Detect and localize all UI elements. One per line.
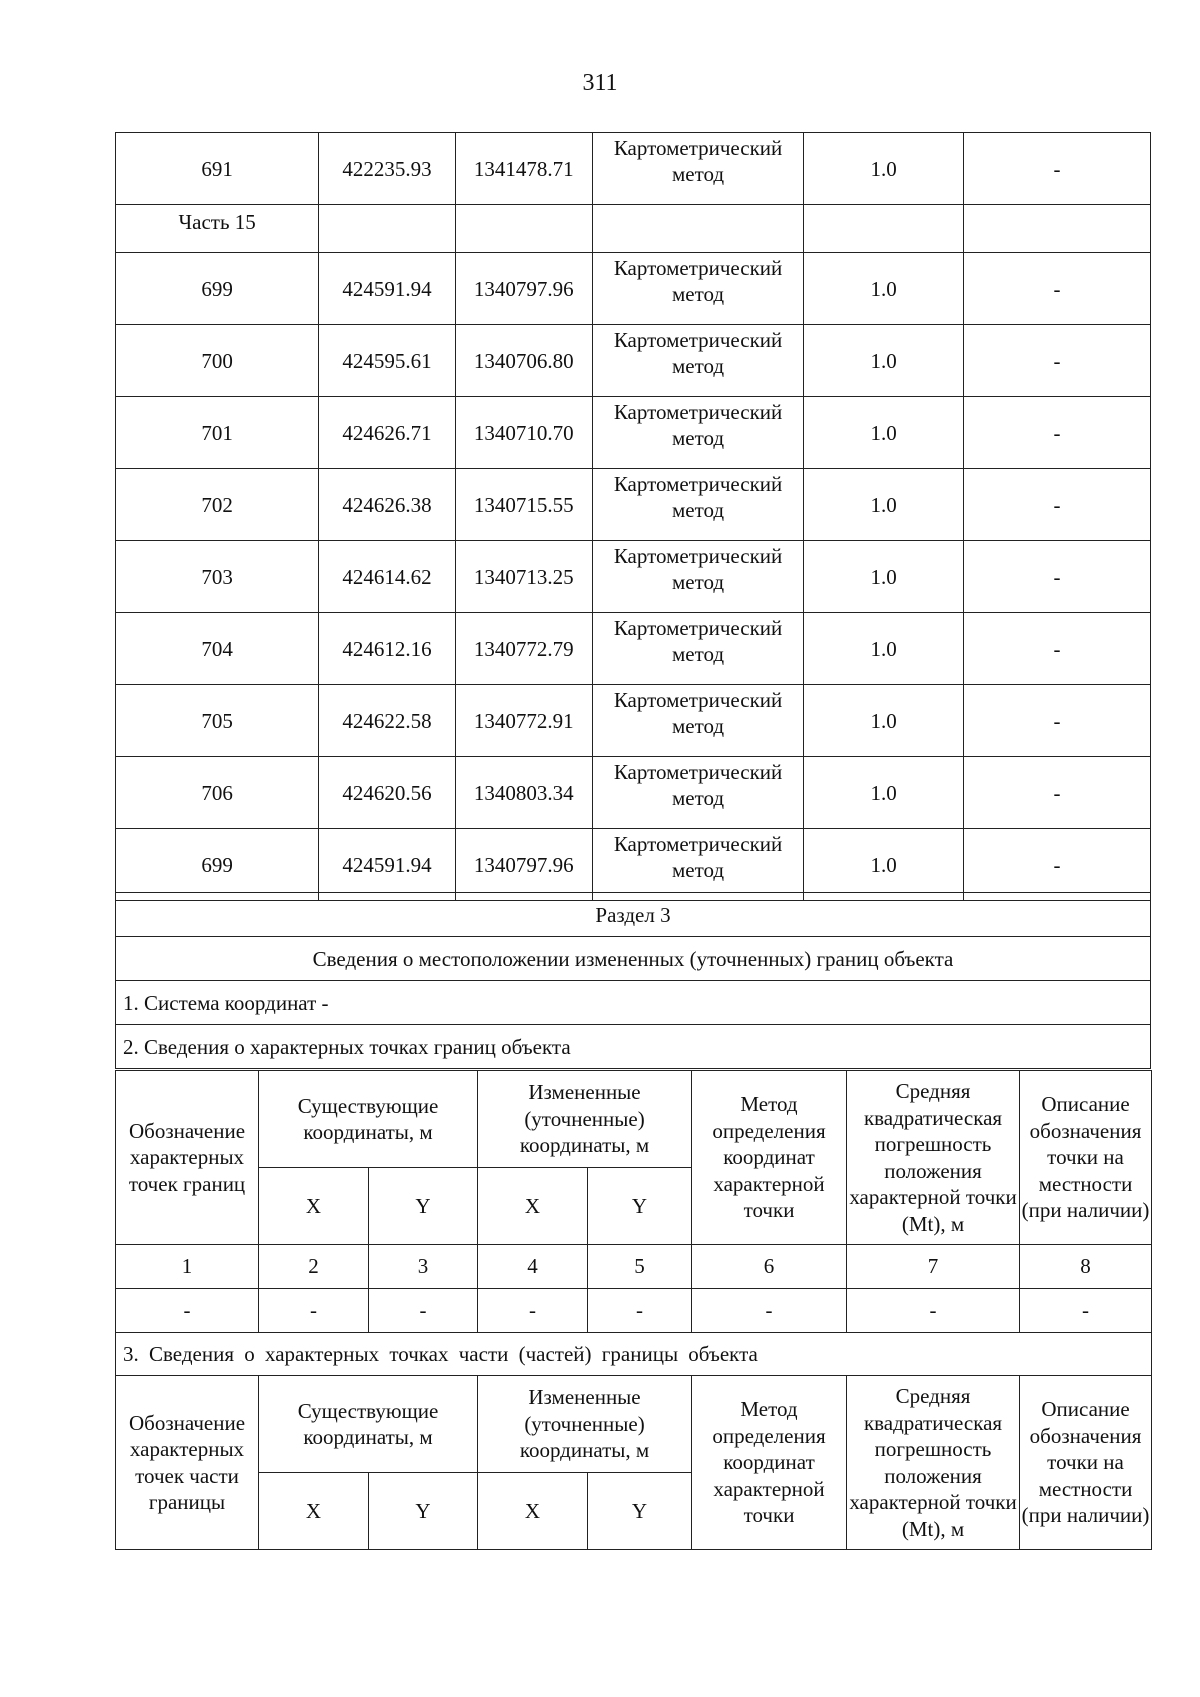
header-accuracy: Средняя квадратическая погрешность положения характерной точки (Mt), м xyxy=(847,1071,1020,1245)
point-accuracy: 1.0 xyxy=(804,613,964,685)
header-part-point-designation: Обозначение характерных точек части границы xyxy=(116,1376,259,1550)
column-number: 5 xyxy=(588,1245,692,1289)
point-method: Картометрический метод xyxy=(592,541,803,613)
column-number: 4 xyxy=(478,1245,588,1289)
page-number: 311 xyxy=(582,70,618,96)
empty-cell: - xyxy=(588,1289,692,1333)
column-number: 8 xyxy=(1020,1245,1152,1289)
part-points-heading: 3. Сведения о характерных точках части (частей) границы объекта xyxy=(116,1333,1152,1376)
section-header-table xyxy=(115,892,1151,1069)
point-accuracy: 1.0 xyxy=(804,397,964,469)
part-row xyxy=(116,205,1151,253)
point-y: 1340803.34 xyxy=(455,757,592,829)
table-row xyxy=(116,133,1151,205)
point-x: 422235.93 xyxy=(319,133,455,205)
header-method: Метод определения координат характерной точки xyxy=(692,1376,847,1550)
point-y: 1340797.96 xyxy=(455,253,592,325)
header-x: X xyxy=(478,1168,588,1245)
column-number: 7 xyxy=(847,1245,1020,1289)
header-description: Описание обозначения точки на местности (при наличии) xyxy=(1020,1376,1152,1550)
table-row xyxy=(116,469,1151,541)
empty-cell: - xyxy=(116,1289,259,1333)
header-y: Y xyxy=(369,1168,478,1245)
point-method: Картометрический метод xyxy=(592,253,803,325)
point-id: 700 xyxy=(116,325,319,397)
boundary-points-heading: 2. Сведения о характерных точках границ объекта xyxy=(116,1025,1151,1069)
header-y: Y xyxy=(588,1473,692,1550)
point-accuracy: 1.0 xyxy=(804,541,964,613)
column-number: 2 xyxy=(259,1245,369,1289)
point-y: 1340710.70 xyxy=(455,397,592,469)
column-numbers-row xyxy=(116,1245,1152,1289)
point-x: 424626.71 xyxy=(319,397,455,469)
point-x: 424612.16 xyxy=(319,613,455,685)
point-y: 1340715.55 xyxy=(455,469,592,541)
point-description: - xyxy=(963,685,1150,757)
point-x: 424591.94 xyxy=(319,829,455,901)
point-description: - xyxy=(963,829,1150,901)
empty-cell: - xyxy=(692,1289,847,1333)
table-row xyxy=(116,757,1151,829)
point-x: 424614.62 xyxy=(319,541,455,613)
point-accuracy: 1.0 xyxy=(804,829,964,901)
point-x: 424622.58 xyxy=(319,685,455,757)
point-method: Картометрический метод xyxy=(592,829,803,901)
point-description: - xyxy=(963,253,1150,325)
header-changed-coords: Измененные (уточненные) координаты, м xyxy=(478,1376,692,1473)
point-description: - xyxy=(963,397,1150,469)
empty-cell: - xyxy=(369,1289,478,1333)
header-y: Y xyxy=(369,1473,478,1550)
point-method: Картометрический метод xyxy=(592,757,803,829)
point-y: 1341478.71 xyxy=(455,133,592,205)
point-x: 424620.56 xyxy=(319,757,455,829)
points-table xyxy=(115,132,1151,901)
point-accuracy: 1.0 xyxy=(804,469,964,541)
section-title: Раздел 3 xyxy=(116,893,1151,937)
table-row xyxy=(116,829,1151,901)
header-point-designation: Обозначение характерных точек границ xyxy=(116,1071,259,1245)
column-number: 3 xyxy=(369,1245,478,1289)
point-description: - xyxy=(963,613,1150,685)
point-method: Картометрический метод xyxy=(592,133,803,205)
point-method: Картометрический метод xyxy=(592,613,803,685)
header-changed-coords: Измененные (уточненные) координаты, м xyxy=(478,1071,692,1168)
point-x: 424626.38 xyxy=(319,469,455,541)
header-x: X xyxy=(259,1168,369,1245)
point-y: 1340772.91 xyxy=(455,685,592,757)
point-x: 424591.94 xyxy=(319,253,455,325)
point-description: - xyxy=(963,325,1150,397)
point-id: 704 xyxy=(116,613,319,685)
point-accuracy: 1.0 xyxy=(804,757,964,829)
coordinate-system-line: 1. Система координат - xyxy=(116,981,1151,1025)
point-id: 691 xyxy=(116,133,319,205)
point-accuracy: 1.0 xyxy=(804,253,964,325)
table-row xyxy=(116,541,1151,613)
point-id: 702 xyxy=(116,469,319,541)
point-accuracy: 1.0 xyxy=(804,685,964,757)
point-id: 699 xyxy=(116,253,319,325)
point-method: Картометрический метод xyxy=(592,685,803,757)
point-y: 1340706.80 xyxy=(455,325,592,397)
header-y: Y xyxy=(588,1168,692,1245)
point-method: Картометрический метод xyxy=(592,397,803,469)
point-accuracy: 1.0 xyxy=(804,325,964,397)
header-x: X xyxy=(478,1473,588,1550)
column-number: 6 xyxy=(692,1245,847,1289)
boundary-points-table xyxy=(115,1070,1152,1550)
header-existing-coords: Существующие координаты, м xyxy=(259,1071,478,1168)
table-row xyxy=(116,253,1151,325)
point-x: 424595.61 xyxy=(319,325,455,397)
point-id: 703 xyxy=(116,541,319,613)
table-row xyxy=(116,685,1151,757)
point-description: - xyxy=(963,133,1150,205)
point-y: 1340797.96 xyxy=(455,829,592,901)
empty-cell: - xyxy=(478,1289,588,1333)
header-description: Описание обозначения точки на местности (при наличии) xyxy=(1020,1071,1152,1245)
empty-cell: - xyxy=(1020,1289,1152,1333)
point-description: - xyxy=(963,757,1150,829)
header-existing-coords: Существующие координаты, м xyxy=(259,1376,478,1473)
empty-data-row xyxy=(116,1289,1152,1333)
column-number: 1 xyxy=(116,1245,259,1289)
point-description: - xyxy=(963,541,1150,613)
part-label: Часть 15 xyxy=(116,205,319,253)
point-y: 1340772.79 xyxy=(455,613,592,685)
point-accuracy: 1.0 xyxy=(804,133,964,205)
point-description: - xyxy=(963,469,1150,541)
point-method: Картометрический метод xyxy=(592,325,803,397)
point-id: 701 xyxy=(116,397,319,469)
empty-cell: - xyxy=(847,1289,1020,1333)
point-id: 706 xyxy=(116,757,319,829)
table-row xyxy=(116,397,1151,469)
point-id: 699 xyxy=(116,829,319,901)
point-id: 705 xyxy=(116,685,319,757)
header-x: X xyxy=(259,1473,369,1550)
header-method: Метод определения координат характерной точки xyxy=(692,1071,847,1245)
point-y: 1340713.25 xyxy=(455,541,592,613)
table-row xyxy=(116,325,1151,397)
section-subtitle: Сведения о местоположении измененных (уточненных) границ объекта xyxy=(116,937,1151,981)
point-method: Картометрический метод xyxy=(592,469,803,541)
header-accuracy: Средняя квадратическая погрешность положения характерной точки (Mt), м xyxy=(847,1376,1020,1550)
empty-cell: - xyxy=(259,1289,369,1333)
table-row xyxy=(116,613,1151,685)
